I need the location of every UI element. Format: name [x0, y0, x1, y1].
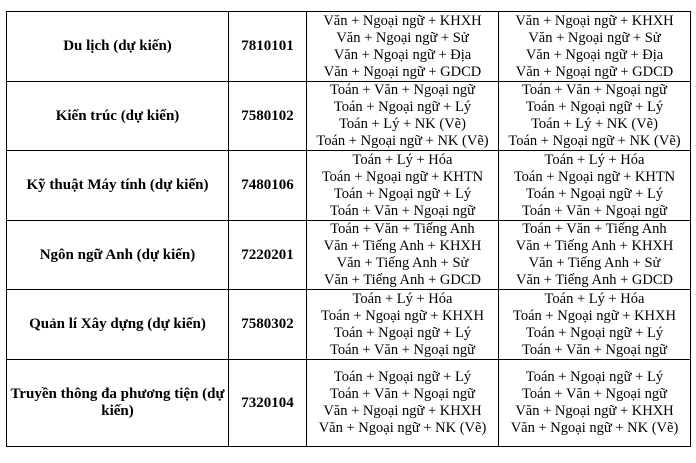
combo-item: Toán + Ngoại ngữ + Lý — [525, 99, 664, 115]
table-row — [7, 290, 691, 360]
major-code: 7320104 — [229, 360, 307, 447]
combo-item: Văn + Tiếng Anh + Sử — [336, 255, 469, 271]
combo-item: Văn + Ngoại ngữ + GDCD — [515, 63, 674, 80]
combo-item: Văn + Tiếng Anh + GDCD — [324, 272, 481, 288]
table-row — [7, 82, 691, 151]
combo-item: Toán + Văn + Tiếng Anh — [522, 221, 667, 237]
combo-list-a — [307, 12, 499, 82]
majors-table — [6, 11, 691, 447]
combo-item: Toán + Ngoại ngữ + NK (Vẽ) — [316, 133, 489, 149]
combo-item: Toán + Lý + NK (Vẽ) — [339, 116, 466, 132]
combo-item: Toán + Văn + Ngoại ngữ — [522, 341, 667, 358]
combo-item: Toán + Ngoại ngữ + Lý — [333, 369, 472, 385]
combo-item: Văn + Ngoại ngữ + KHXH — [515, 12, 674, 29]
combo-list-b — [499, 151, 691, 221]
major-name: Du lịch (dự kiến) — [7, 12, 229, 82]
combo-item: Văn + Tiếng Anh + KHXH — [515, 238, 674, 254]
major-code: 7580102 — [229, 82, 307, 151]
combo-item: Toán + Lý + Hóa — [544, 151, 645, 168]
combo-list-a — [307, 360, 499, 447]
combo-list-b — [499, 221, 691, 290]
combo-item: Văn + Ngoại ngữ + NK (Vẽ) — [510, 420, 679, 436]
combo-list-a — [307, 221, 499, 290]
combo-item: Toán + Lý + NK (Vẽ) — [531, 116, 658, 132]
combo-item: Văn + Tiếng Anh + KHXH — [323, 238, 482, 254]
combo-item: Toán + Ngoại ngữ + KHTN — [321, 168, 484, 185]
major-code: 7480106 — [229, 151, 307, 221]
major-code: 7810101 — [229, 12, 307, 82]
combo-item: Toán + Văn + Ngoại ngữ — [330, 386, 475, 402]
combo-item: Toán + Ngoại ngữ + Lý — [525, 369, 664, 385]
combo-item: Văn + Ngoại ngữ + KHXH — [323, 12, 482, 29]
combo-item: Toán + Lý + Hóa — [352, 151, 453, 168]
combo-item: Văn + Tiếng Anh + Sử — [528, 255, 661, 271]
combo-item: Văn + Ngoại ngữ + GDCD — [323, 63, 482, 80]
table-row — [7, 221, 691, 290]
combo-item: Văn + Ngoại ngữ + Địa — [333, 46, 472, 63]
combo-item: Toán + Ngoại ngữ + KHXH — [513, 307, 676, 324]
combo-item: Văn + Ngoại ngữ + NK (Vẽ) — [318, 420, 487, 436]
major-name: Ngôn ngữ Anh (dự kiến) — [7, 221, 229, 290]
combo-item: Toán + Ngoại ngữ + NK (Vẽ) — [508, 133, 681, 149]
combo-item: Toán + Ngoại ngữ + Lý — [525, 185, 664, 202]
combo-item: Toán + Ngoại ngữ + Lý — [333, 185, 472, 202]
combo-item: Toán + Ngoại ngữ + Lý — [333, 99, 472, 115]
combo-item: Văn + Ngoại ngữ + Địa — [525, 46, 664, 63]
major-name: Kỹ thuật Máy tính (dự kiến) — [7, 151, 229, 221]
combo-item: Văn + Ngoại ngữ + KHXH — [323, 403, 482, 419]
combo-item: Toán + Ngoại ngữ + KHXH — [321, 307, 484, 324]
combo-list-a — [307, 290, 499, 360]
combo-list-a — [307, 82, 499, 151]
combo-item: Văn + Ngoại ngữ + Sử — [336, 29, 469, 46]
combo-list-b — [499, 82, 691, 151]
combo-item: Toán + Ngoại ngữ + Lý — [333, 324, 472, 341]
table-row — [7, 12, 691, 82]
combo-list-b — [499, 290, 691, 360]
combo-item: Toán + Văn + Ngoại ngữ — [330, 341, 475, 358]
table-row — [7, 151, 691, 221]
combo-item: Toán + Văn + Ngoại ngữ — [522, 82, 667, 98]
combo-item: Văn + Ngoại ngữ + Sử — [528, 29, 661, 46]
combo-item: Văn + Ngoại ngữ + KHXH — [515, 403, 674, 419]
combo-item: Toán + Lý + Hóa — [544, 290, 645, 307]
combo-item: Toán + Văn + Ngoại ngữ — [330, 202, 475, 219]
major-name: Truyền thông đa phương tiện (dự kiến) — [7, 360, 229, 447]
major-code: 7220201 — [229, 221, 307, 290]
combo-item: Toán + Văn + Ngoại ngữ — [330, 82, 475, 98]
combo-item: Toán + Ngoại ngữ + Lý — [525, 324, 664, 341]
major-code: 7580302 — [229, 290, 307, 360]
major-name: Quản lí Xây dựng (dự kiến) — [7, 290, 229, 360]
combo-item: Toán + Lý + Hóa — [352, 290, 453, 307]
combo-item: Toán + Văn + Tiếng Anh — [330, 221, 475, 237]
combo-list-a — [307, 151, 499, 221]
combo-item: Toán + Văn + Ngoại ngữ — [522, 202, 667, 219]
combo-item: Toán + Ngoại ngữ + KHTN — [513, 168, 676, 185]
combo-list-b — [499, 12, 691, 82]
combo-item: Văn + Tiếng Anh + GDCD — [516, 272, 673, 288]
major-name: Kiến trúc (dự kiến) — [7, 82, 229, 151]
combo-list-b — [499, 360, 691, 447]
table-row — [7, 360, 691, 447]
combo-item: Toán + Văn + Ngoại ngữ — [522, 386, 667, 402]
